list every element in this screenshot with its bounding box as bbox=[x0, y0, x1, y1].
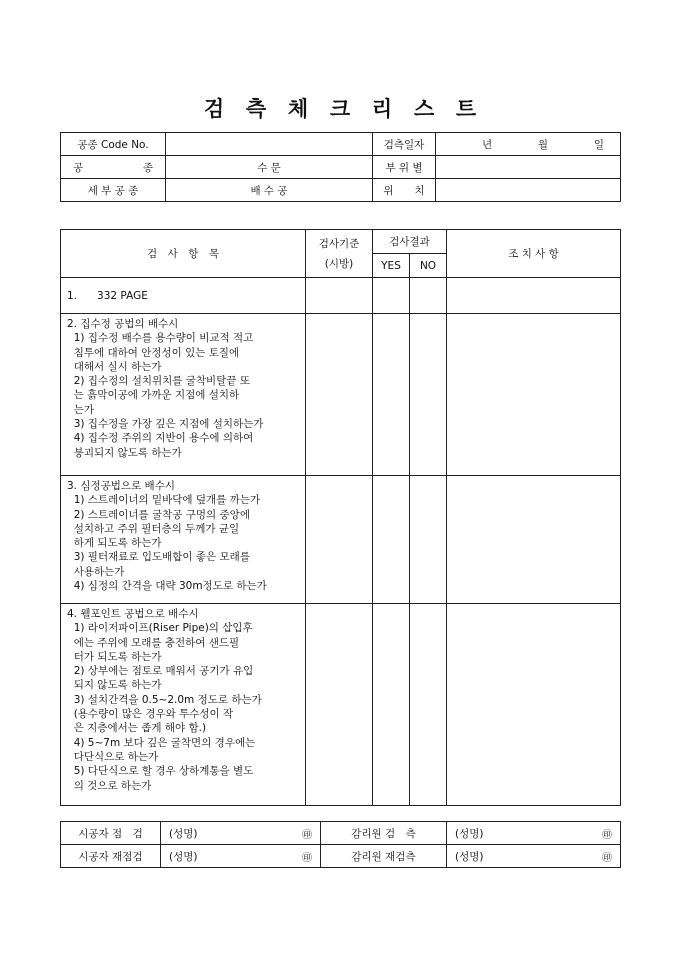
seal-icon: ㊞ bbox=[302, 830, 312, 841]
action-cell[interactable] bbox=[447, 476, 621, 604]
checklist-row bbox=[61, 278, 621, 314]
checklist-row bbox=[61, 314, 621, 476]
header-no: NO bbox=[410, 254, 447, 278]
info-row bbox=[61, 133, 621, 156]
seal-icon: ㊞ bbox=[602, 830, 612, 841]
detail-label: 세 부 공 종 bbox=[61, 179, 166, 202]
date-label: 검측일자 bbox=[373, 133, 436, 156]
info-row bbox=[61, 156, 621, 179]
supervisor-inspect-signature[interactable] bbox=[447, 822, 621, 845]
yes-cell[interactable] bbox=[373, 604, 410, 806]
day-label: 일 bbox=[593, 138, 604, 151]
title-char: 크 bbox=[329, 96, 351, 121]
page-title bbox=[0, 93, 680, 123]
yes-cell[interactable] bbox=[373, 314, 410, 476]
header-standard bbox=[306, 230, 373, 278]
contractor-recheck-label: 시공자 재점검 bbox=[61, 845, 161, 868]
standard-cell[interactable] bbox=[306, 476, 373, 604]
title-char: 리 bbox=[371, 96, 393, 121]
name-label: (성명) bbox=[455, 850, 484, 863]
yes-cell[interactable] bbox=[373, 476, 410, 604]
seal-icon: ㊞ bbox=[302, 853, 312, 864]
contractor-recheck-signature[interactable] bbox=[161, 845, 321, 868]
part-label: 부 위 별 bbox=[373, 156, 436, 179]
signature-table bbox=[60, 821, 621, 868]
month-label: 월 bbox=[537, 138, 549, 151]
name-label: (성명) bbox=[169, 850, 198, 863]
year-label: 년 bbox=[482, 138, 493, 151]
header-yes: YES bbox=[373, 254, 410, 278]
location-value[interactable] bbox=[436, 179, 621, 202]
header-action: 조 치 사 항 bbox=[447, 230, 621, 278]
date-value[interactable] bbox=[436, 133, 621, 156]
no-cell[interactable] bbox=[410, 314, 447, 476]
title-char: 검 bbox=[203, 96, 225, 121]
part-value[interactable] bbox=[436, 156, 621, 179]
contractor-check-label: 시공자 점 검 bbox=[61, 822, 161, 845]
standard-cell[interactable] bbox=[306, 314, 373, 476]
action-cell[interactable] bbox=[447, 314, 621, 476]
header-item: 검 사 항 목 bbox=[61, 230, 306, 278]
signature-row bbox=[61, 845, 621, 868]
header-standard-line1: 검사기준 bbox=[318, 237, 360, 250]
checklist-row bbox=[61, 604, 621, 806]
checklist-row bbox=[61, 476, 621, 604]
title-char: 트 bbox=[455, 96, 477, 121]
title-char: 체 bbox=[287, 96, 309, 121]
no-cell[interactable] bbox=[410, 604, 447, 806]
header-standard-line2: (시방) bbox=[324, 257, 354, 270]
supervisor-inspect-label: 감리원 검 측 bbox=[321, 822, 447, 845]
info-table bbox=[60, 132, 621, 202]
supervisor-reinspect-label: 감리원 재검측 bbox=[321, 845, 447, 868]
no-cell[interactable] bbox=[410, 278, 447, 314]
work-label: 공 종 bbox=[61, 156, 166, 179]
checklist-table bbox=[60, 229, 621, 806]
signature-row bbox=[61, 822, 621, 845]
detail-value[interactable]: 배 수 공 bbox=[166, 179, 373, 202]
name-label: (성명) bbox=[169, 827, 198, 840]
checklist-item-text: 4. 웰포인트 공법으로 배수시 1) 라이저파이프(Riser Pipe)의 삽입후 에는 주위에 모래를 충전하여 샌드필 터가 되도록 하는가 2) 상부에는 점토로 매워서 공기가 유입 되지 않도록 하는가 3) 설치간격을 0.5~2.0m 정도로 하는가 (용수량이 많은 경우와 투수성이 작 은 지층에서는 좁게 해야 함.) 4) 5~7m 보다 깊은 굴착면의 경우에는 다단식으로 하는가 5) 다단식으로 할 경우 상하계통을 별도 의 것으로 하는가 bbox=[61, 604, 306, 806]
action-cell[interactable] bbox=[447, 278, 621, 314]
info-row bbox=[61, 179, 621, 202]
code-label: 공종 Code No. bbox=[61, 133, 166, 156]
checklist-item-text: 3. 심정공법으로 배수시 1) 스트레이너의 밑바닥에 덮개를 까는가 2) 스트레이너를 굴착공 구멍의 중앙에 설치하고 주위 필터층의 두께가 균일 하게 되도록 하는가 3) 필터재료로 입도배합이 좋은 모래를 사용하는가 4) 심정의 간격을 대략 30m정도로 하는가 bbox=[61, 476, 306, 604]
code-value[interactable] bbox=[166, 133, 373, 156]
standard-cell[interactable] bbox=[306, 604, 373, 806]
seal-icon: ㊞ bbox=[602, 853, 612, 864]
supervisor-reinspect-signature[interactable] bbox=[447, 845, 621, 868]
checklist-item-text: 2. 집수정 공법의 배수시 1) 집수정 배수를 용수량이 비교적 적고 침투에 대하여 안정성이 있는 토질에 대해서 실시 하는가 2) 집수정의 설치위치를 굴착비탈끝 또 는 흙막이공에 가까운 지점에 설치하 는가 3) 집수정을 가장 깊은 지점에 설치하는가 4) 집수정 주위의 지반이 용수에 의하여 붕괴되지 않도록 하는가 bbox=[61, 314, 306, 476]
checklist-item-text: 1. 332 PAGE bbox=[61, 278, 306, 314]
no-cell[interactable] bbox=[410, 476, 447, 604]
location-label: 위 치 bbox=[373, 179, 436, 202]
work-value[interactable]: 수 문 bbox=[166, 156, 373, 179]
header-result: 검사결과 bbox=[373, 230, 447, 254]
name-label: (성명) bbox=[455, 827, 484, 840]
title-char: 측 bbox=[245, 96, 267, 121]
title-char: 스 bbox=[413, 96, 435, 121]
yes-cell[interactable] bbox=[373, 278, 410, 314]
contractor-check-signature[interactable] bbox=[161, 822, 321, 845]
action-cell[interactable] bbox=[447, 604, 621, 806]
checklist-header-row bbox=[61, 230, 621, 254]
standard-cell[interactable] bbox=[306, 278, 373, 314]
